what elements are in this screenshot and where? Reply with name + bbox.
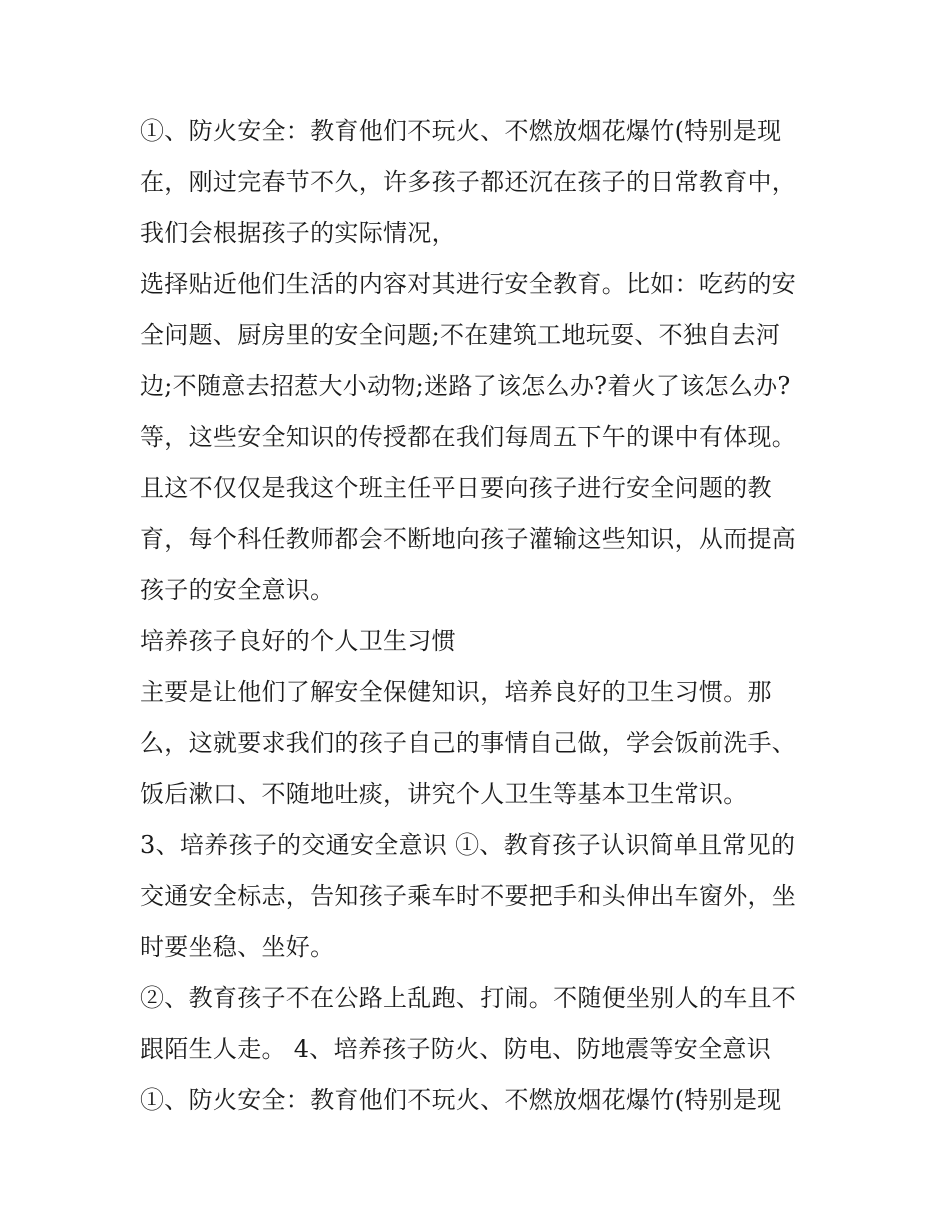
text-line: 边;不随意去招惹大小动物;迷路了该怎么办?着火了该怎么办?: [140, 372, 791, 400]
text-line: 且这不仅仅是我这个班主任平日要向孩子进行安全问题的教: [140, 474, 772, 502]
text-line: 选择贴近他们生活的内容对其进行安全教育。比如：吃药的安: [140, 270, 797, 298]
text-line: ②、教育孩子不在公路上乱跑、打闹。不随便坐别人的车且不: [140, 984, 797, 1012]
text-line: ①、防火安全：教育他们不玩火、不燃放烟花爆竹(特别是现: [140, 117, 782, 145]
text-line: 等，这些安全知识的传授都在我们每周五下午的课中有体现。: [140, 423, 797, 451]
text-line: 孩子的安全意识。: [140, 576, 335, 604]
section-heading: 培养孩子良好的个人卫生习惯: [140, 627, 456, 655]
text-line: 全问题、厨房里的安全问题;不在建筑工地玩耍、不独自去河: [140, 321, 781, 349]
text-line: 么，这就要求我们的孩子自己的事情自己做，学会饭前洗手、: [140, 729, 797, 757]
text-line: 3、培养孩子的交通安全意识 ①、教育孩子认识简单且常见的: [140, 831, 796, 859]
text-line: 时要坐稳、坐好。: [140, 933, 335, 961]
text-line: ①、防火安全：教育他们不玩火、不燃放烟花爆竹(特别是现: [140, 1086, 782, 1114]
text-line: 交通安全标志，告知孩子乘车时不要把手和头伸出车窗外，坐: [140, 882, 797, 910]
text-line: 饭后漱口、不随地吐痰，讲究个人卫生等基本卫生常识。: [140, 780, 748, 808]
text-line: 跟陌生人走。 4、培养孩子防火、防电、防地震等安全意识: [140, 1035, 771, 1063]
text-line: 我们会根据孩子的实际情况，: [140, 219, 456, 247]
text-line: 育，每个科任教师都会不断地向孩子灌输这些知识，从而提高: [140, 525, 797, 553]
text-line: 主要是让他们了解安全保健知识，培养良好的卫生习惯。那: [140, 678, 772, 706]
document-body: [140, 106, 820, 1126]
text-line: 在，刚过完春节不久，许多孩子都还沉在孩子的日常教育中，: [140, 168, 797, 196]
